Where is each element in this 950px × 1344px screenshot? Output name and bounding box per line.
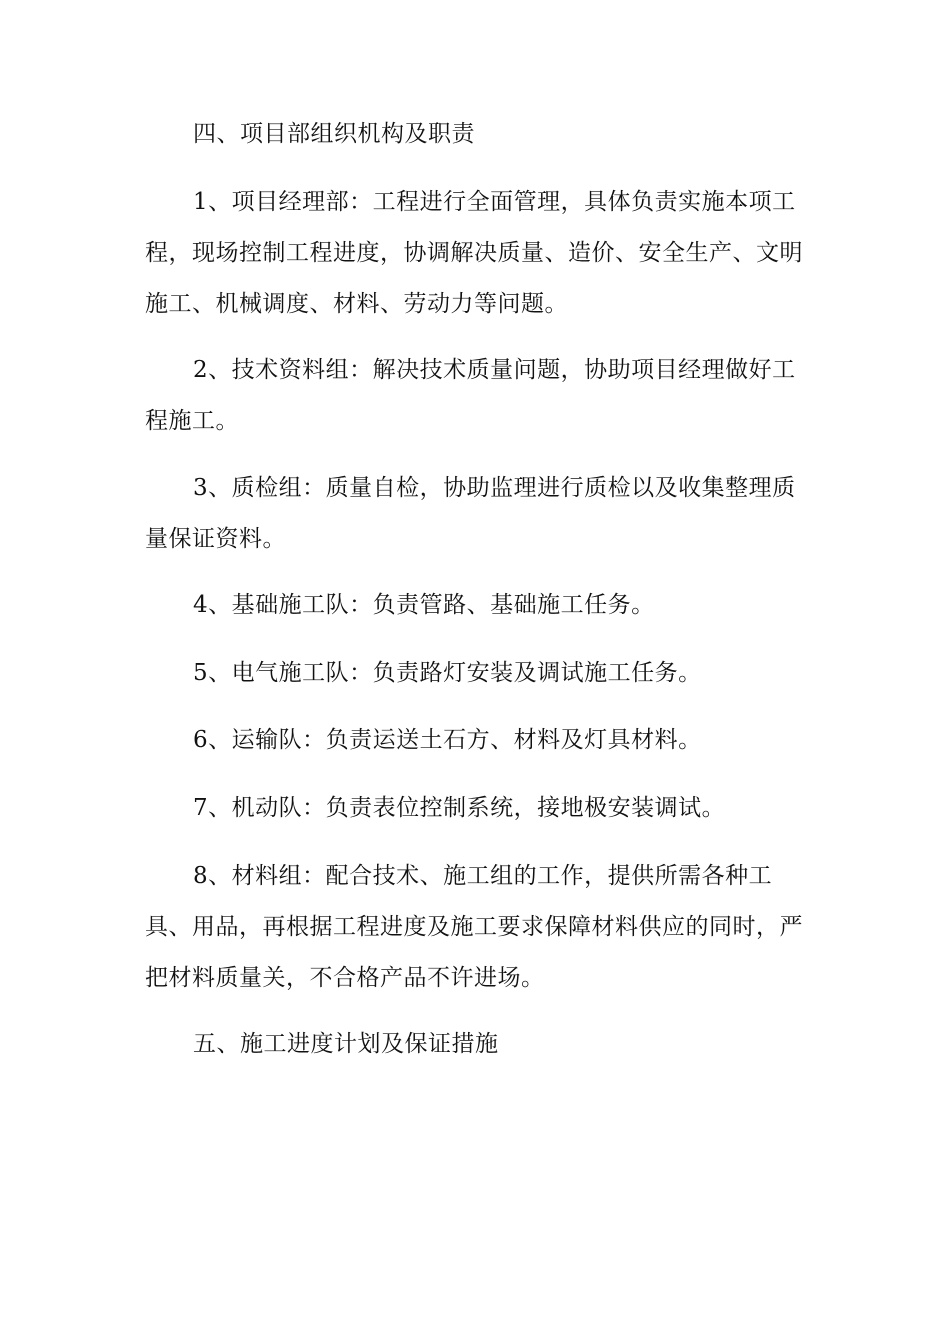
paragraph-mobile-team: 7、机动队：负责表位控制系统，接地极安装调试。 [193, 795, 726, 821]
paragraph-project-management: 1、项目经理部：工程进行全面管理，具体负责实施本项工程，现场控制工程进度，协调解决质量、造价、安全生产、文明施工、机械调度、材料、劳动力等问题。 [145, 189, 803, 317]
paragraph-electrical-team: 5、电气施工队：负责路灯安装及调试施工任务。 [193, 660, 702, 686]
paragraph-transport-team: 6、运输队：负责运送土石方、材料及灯具材料。 [193, 727, 702, 753]
section-heading-5: 五、施工进度计划及保证措施 [193, 1031, 499, 1057]
paragraph-technical-data-group: 2、技术资料组：解决技术质量问题，协助项目经理做好工程施工。 [145, 357, 796, 434]
paragraph-materials-group: 8、材料组：配合技术、施工组的工作，提供所需各种工具、用品，再根据工程进度及施工要求保障材料供应的同时，严把材料质量关，不合格产品不许进场。 [145, 863, 803, 991]
section-heading-4: 四、项目部组织机构及职责 [193, 121, 475, 147]
paragraph-foundation-team: 4、基础施工队：负责管路、基础施工任务。 [193, 592, 655, 618]
paragraph-quality-inspection-group: 3、质检组：质量自检，协助监理进行质检以及收集整理质量保证资料。 [145, 475, 796, 552]
